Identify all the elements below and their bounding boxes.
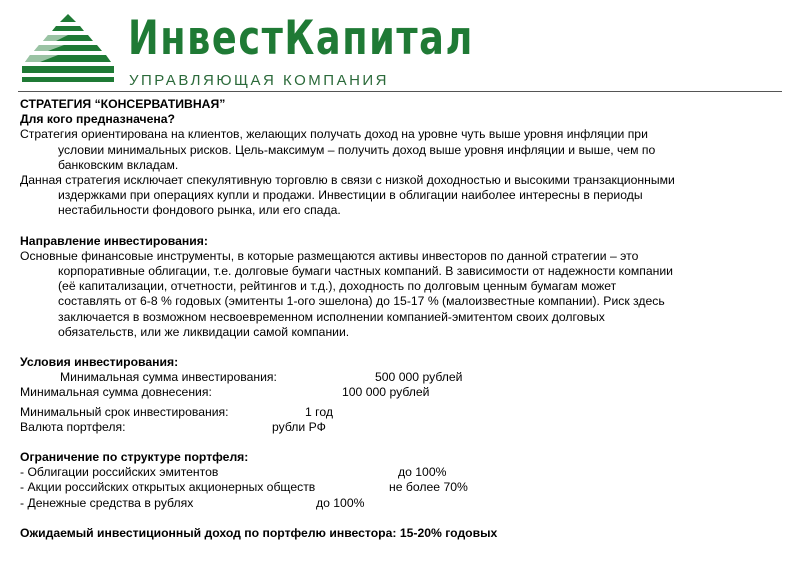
condition-value: 100 000 рублей (342, 385, 430, 400)
direction-heading: Направление инвестирования: (20, 233, 208, 248)
limit-cash (20, 496, 790, 511)
condition-value: 1 год (305, 404, 333, 419)
limit-label: - Облигации российских эмитентов (20, 465, 219, 480)
condition-label: Минимальная сумма инвестирования: (60, 370, 277, 385)
direction-text-line: корпоративные облигации, т.е. долговые бумаги частных компаний. В зависимости от надежности компании (58, 264, 673, 279)
pyramid-emblem-icon (18, 10, 118, 90)
conditions-heading: Условия инвестирования: (20, 355, 179, 370)
direction-text-line: обязательств, или же ликвидации самой компании. (58, 324, 350, 339)
limit-value: до 100% (398, 465, 447, 480)
condition-label: Валюта портфеля: (20, 419, 126, 434)
condition-min-topup (20, 385, 790, 400)
who-text-line: Стратегия ориентирована на клиентов, желающих получать доход на уровне чуть выше уровня инфляции при (20, 127, 648, 142)
excludes-text-line: нестабильности фондового рынка, или его спада. (58, 203, 341, 218)
condition-min-sum (20, 370, 790, 385)
excludes-text-line: издержками при операциях купли и продажи. Инвестиции в облигации наиболее интересны в периоды (58, 188, 643, 203)
limit-label: - Акции российских открытых акционерных обществ (20, 480, 316, 495)
document-body (20, 97, 790, 541)
limit-value: до 100% (316, 495, 365, 510)
expected-income: Ожидаемый инвестиционный доход по портфелю инвестора: 15-20% годовых (20, 525, 498, 540)
strategy-title: СТРАТЕГИЯ “КОНСЕРВАТИВНАЯ” (20, 97, 226, 111)
limit-bonds (20, 465, 790, 480)
direction-text-line: Основные финансовые инструменты, в которые размещаются активы инвесторов по данной стратегии – это (20, 248, 639, 263)
who-heading: Для кого предназначена? (20, 112, 175, 127)
who-text-line: условии минимальных рисков. Цель-максимум – получить доход выше уровня инфляции и выше, чем по (58, 142, 656, 157)
condition-min-term (20, 405, 790, 420)
company-name: ИнвестКапитал (128, 11, 474, 66)
limit-stocks (20, 480, 790, 495)
condition-currency (20, 420, 790, 435)
direction-text-line: (её капитализации, отчетности, рейтингов и т.д.), доходность по долговым ценным бумагам может (58, 279, 617, 294)
condition-value: 500 000 рублей (375, 370, 463, 385)
condition-label: Минимальный срок инвестирования: (20, 404, 229, 419)
who-text-line: банковским вкладам. (58, 157, 179, 172)
company-subtitle: УПРАВЛЯЮЩАЯ КОМПАНИЯ (129, 72, 390, 89)
condition-label: Минимальная сумма довнесения: (20, 385, 212, 400)
condition-value: рубли РФ (272, 419, 326, 434)
direction-text-line: составлять от 6-8 % годовых (эмитенты 1-ого эшелона) до 15-17 % (малоизвестные компании). Риск здесь (58, 294, 665, 309)
limit-label: - Денежные средства в рублях (20, 495, 194, 510)
limits-heading: Ограничение по структуре портфеля: (20, 450, 249, 464)
limit-value: не более 70% (389, 480, 468, 495)
direction-text-line: заключается в возможном несвоевременном исполнении компанией-эмитентом своих долговых (58, 309, 605, 324)
excludes-text-line: Данная стратегия исключает спекулятивную торговлю в связи с низкой доходностью и высокими транзакционными (20, 173, 675, 188)
company-logo (18, 10, 474, 89)
header-divider (18, 91, 782, 92)
